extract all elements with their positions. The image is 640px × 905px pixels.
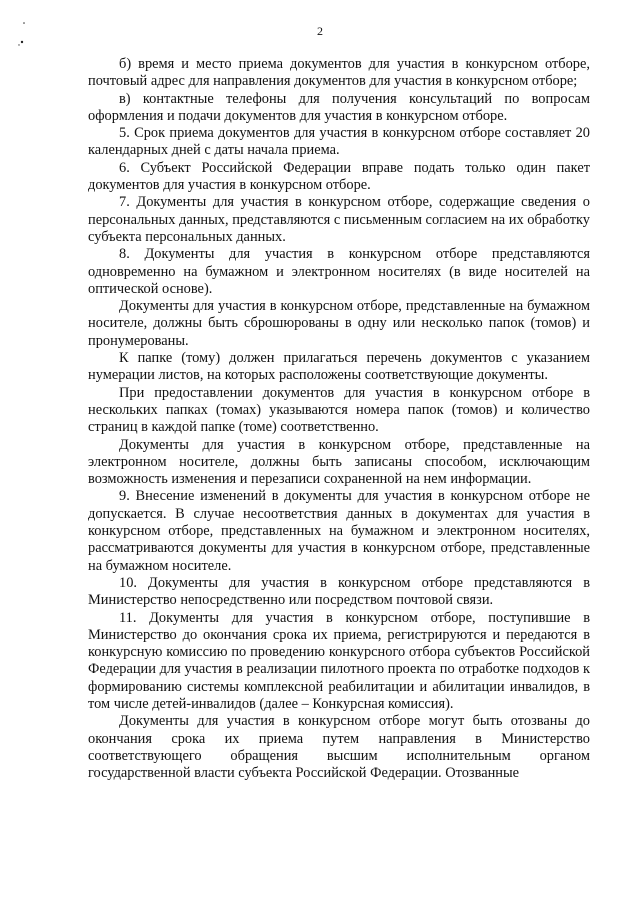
paragraph: Документы для участия в конкурсном отборе, представленные на электронном носителе, должны быть записаны способом, исключающим возможность изменения и перезаписи сохраненной на нем информации. [88,436,590,488]
paragraph: К папке (тому) должен прилагаться перечень документов с указанием нумерации листов, на которых расположены соответствующие документы. [88,350,590,384]
paragraph: 9. Внесение изменений в документы для участия в конкурсном отборе не допускается. В случае несоответствия данных в документах для участия в конкурсном отборе, представленных на бумажном и электронном носителях, рассматриваются документы для участия в конкурсном отборе, представленные на бумажном носителе. [88,488,590,574]
document-body [88,56,590,782]
paragraph: 10. Документы для участия в конкурсном отборе представляются в Министерство непосредственно или посредством почтовой связи. [88,574,590,609]
paragraph: 11. Документы для участия в конкурсном отборе, поступившие в Министерство до окончания срока их приема, регистрируются и передаются в конкурсную комиссию по проведению конкурсного отбора субъектов Российской Федерации для участия в реализации пилотного проекта по отработке подходов к формированию системы комплексной реабилитации и абилитации инвалидов, в том числе детей-инвалидов (далее – Конкурсная комиссия). [88,609,590,712]
paragraph: 7. Документы для участия в конкурсном отборе, содержащие сведения о персональных данных, представляются с письменным согласием на их обработку субъекта персональных данных. [88,194,590,245]
paragraph: Документы для участия в конкурсном отборе могут быть отозваны до окончания срока их приема путем направления в Министерство соответствующего обращения высшим исполнительным органом государственной власти субъекта Российской Федерации. Отозванные [88,713,590,782]
paragraph: 5. Срок приема документов для участия в конкурсном отборе составляет 20 календарных дней с даты начала приема. [88,125,590,159]
paragraph: б) время и место приема документов для участия в конкурсном отборе, почтовый адрес для направления документов для участия в конкурсном отборе; [88,56,590,90]
paragraph: в) контактные телефоны для получения консультаций по вопросам оформления и подачи документов для участия в конкурсном отборе. [88,90,590,124]
paragraph: При предоставлении документов для участия в конкурсном отборе в нескольких папках (томах) указываются номера папок (томов) и количество страниц в каждой папке (томе) соответственно. [88,384,590,436]
paragraph: Документы для участия в конкурсном отборе, представленные на бумажном носителе, должны быть сброшюрованы в одну или несколько папок (томов) и пронумерованы. [88,298,590,349]
page-number: 2 [317,24,323,38]
paragraph: 6. Субъект Российской Федерации вправе подать только один пакет документов для участия в конкурсном отборе. [88,159,590,194]
paragraph: 8. Документы для участия в конкурсном отборе представляются одновременно на бумажном и электронном носителях (в виде носителей на оптической основе). [88,246,590,297]
